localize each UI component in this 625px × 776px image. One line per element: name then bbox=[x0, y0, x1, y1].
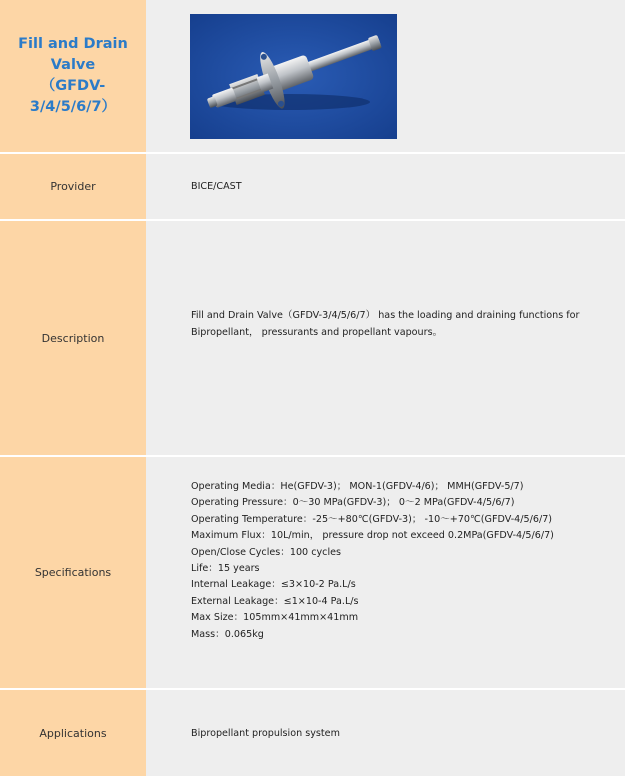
valve-icon bbox=[190, 14, 397, 139]
specifications-label: Specifications bbox=[0, 457, 146, 688]
specifications-value bbox=[146, 457, 625, 688]
spec-mass: Mass：0.065kg bbox=[191, 628, 264, 640]
title-line-1: Fill and Drain bbox=[18, 36, 128, 52]
description-label: Description bbox=[0, 221, 146, 455]
product-photo bbox=[190, 14, 397, 139]
description-row bbox=[0, 221, 625, 455]
description-text: Fill and Drain Valve（GFDV-3/4/5/6/7） has the loading and draining functions for Bipropellant， pressurants and propellant vapours。 bbox=[191, 310, 580, 338]
title-row bbox=[0, 0, 625, 152]
spec-max-size: Max Size：105mm×41mm×41mm bbox=[191, 612, 359, 624]
spec-operating-media: Operating Media：He(GFDV-3)； MON-1(GFDV-4/6)； MMH(GFDV-5/7) bbox=[191, 481, 524, 492]
product-title bbox=[0, 34, 146, 118]
description-value bbox=[146, 221, 625, 455]
applications-label: Applications bbox=[0, 690, 146, 776]
specifications-row bbox=[0, 457, 625, 688]
spec-internal-leakage: Internal Leakage：≤3×10-2 Pa.L/s bbox=[191, 579, 356, 591]
spec-open-close-cycles: Open/Close Cycles：100 cycles bbox=[191, 546, 342, 558]
applications-row bbox=[0, 690, 625, 776]
spec-operating-temperature: Operating Temperature：-25～+80℃(GFDV-3)； -10～+70℃(GFDV-4/5/6/7) bbox=[191, 513, 553, 525]
spec-life: Life：15 years bbox=[191, 563, 260, 575]
provider-label: Provider bbox=[0, 154, 146, 219]
spec-operating-pressure: Operating Pressure：0～30 MPa(GFDV-3)； 0～2 MPa(GFDV-4/5/6/7) bbox=[191, 497, 515, 509]
applications-text: Bipropellant propulsion system bbox=[191, 727, 340, 739]
title-line-3: （GFDV-3/4/5/6/7） bbox=[29, 78, 117, 115]
provider-text: BICE/CAST bbox=[191, 181, 242, 192]
title-cell bbox=[0, 0, 146, 152]
title-line-2: Valve bbox=[50, 57, 96, 73]
applications-value bbox=[146, 690, 625, 776]
provider-value bbox=[146, 154, 625, 219]
spec-maximum-flux: Maximum Flux：10L/min， pressure drop not exceed 0.2MPa(GFDV-4/5/6/7) bbox=[191, 530, 554, 542]
provider-row bbox=[0, 154, 625, 219]
spec-external-leakage: External Leakage：≤1×10-4 Pa.L/s bbox=[191, 595, 359, 607]
